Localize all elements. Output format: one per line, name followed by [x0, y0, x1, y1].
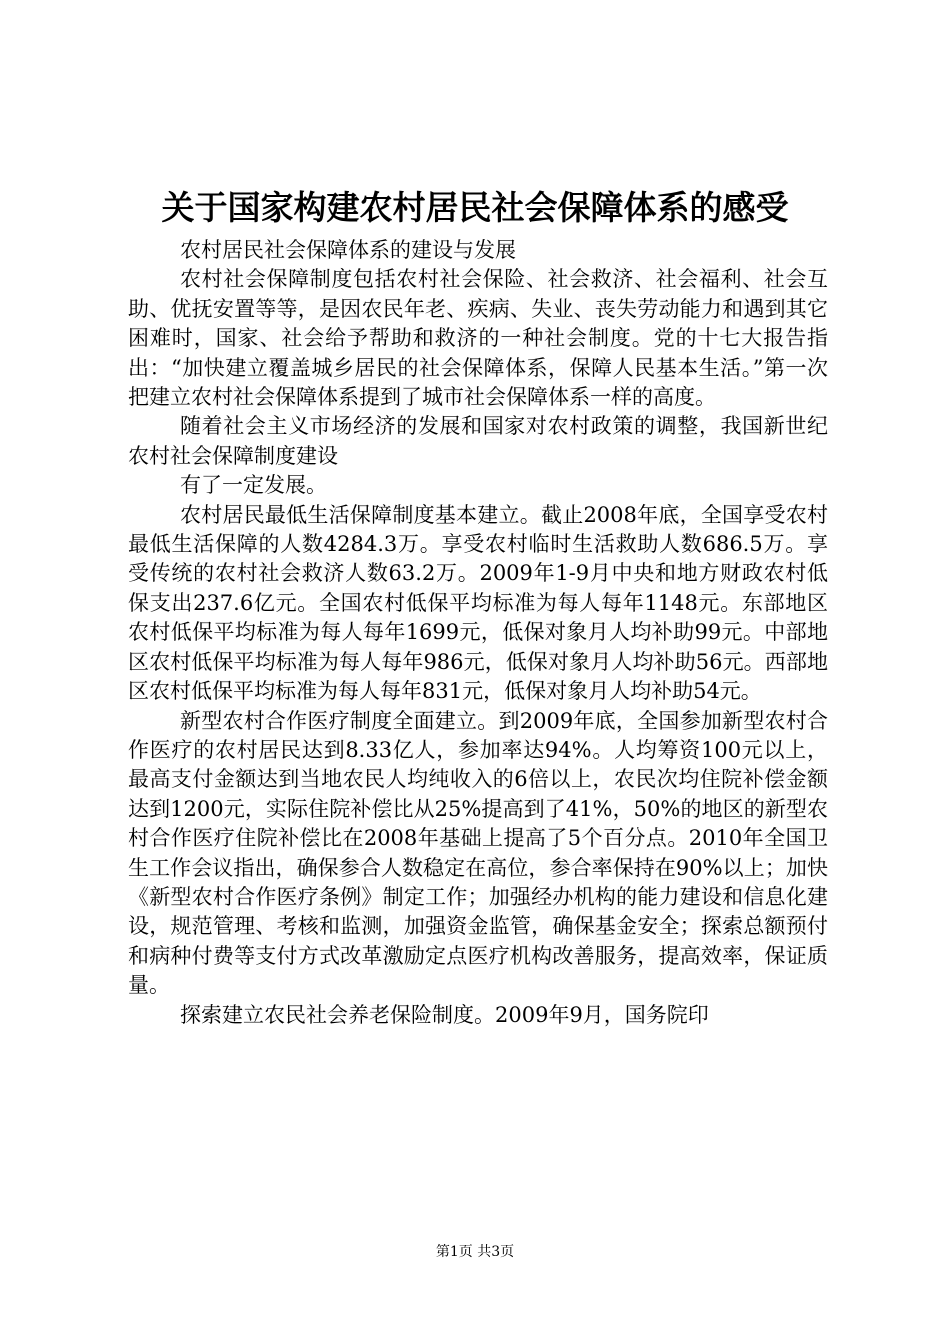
paragraph-rural-medical: 新型农村合作医疗制度全面建立。到2009年底，全国参加新型农村合作医疗的农村居民达到8.33亿人，参加率达94%。人均筹资100元以上，最高支付金额达到当地农民人均纯收入的6倍以上，农民次均住院补偿金额达到1200元，实际住院补偿比从25%提高到了41%，50%的地区的新型农村合作医疗住院补偿比在2008年基础上提高了5个百分点。2010年全国卫生工作会议指出，确保参合人数稳定在高位，参合率保持在90%以上；加快《新型农村合作医疗条例》制定工作；加强经办机构的能力建设和信息化建设，规范管理、考核和监测，加强资金监管，确保基金安全；探索总额预付和病种付费等支付方式改革激励定点医疗机构改善服务，提高效率，保证质量。 [128, 708, 828, 998]
page-footer: 第1页 共3页 [435, 1244, 515, 1260]
paragraph-subtitle: 农村居民社会保障体系的建设与发展 [180, 238, 516, 262]
document-title: 关于国家构建农村居民社会保障体系的感受 [161, 188, 789, 227]
paragraph-progress: 有了一定发展。 [180, 473, 327, 498]
paragraph-pension: 探索建立农民社会养老保险制度。2009年9月，国务院印 [180, 1002, 709, 1027]
document-body [128, 236, 828, 1030]
paragraph-definition: 农村社会保障制度包括农村社会保险、社会救济、社会福利、社会互助、优抚安置等等，是因农民年老、疾病、失业、丧失劳动能力和遇到其它困难时，国家、社会给予帮助和救济的一种社会制度。党的十七大报告指出：“加快建立覆盖城乡居民的社会保障体系，保障人民基本生活。”第一次把建立农村社会保障体系提到了城市社会保障体系一样的高度。 [128, 267, 828, 410]
paragraph-minimum-living: 农村居民最低生活保障制度基本建立。截止2008年底，全国享受农村最低生活保障的人数4284.3万。享受农村临时生活救助人数686.5万。享受传统的农村社会救济人数63.2万。2009年1-9月中央和地方财政农村低保支出237.6亿元。全国农村低保平均标准为每人每年1148元。东部地区农村低保平均标准为每人每年1699元，低保对象月人均补助99元。中部地区农村低保平均标准为每人每年986元，低保对象月人均补助56元。西部地区农村低保平均标准为每人每年831元，低保对象月人均补助54元。 [128, 502, 828, 704]
paragraph-development: 随着社会主义市场经济的发展和国家对农村政策的调整，我国新世纪农村社会保障制度建设 [128, 414, 828, 468]
